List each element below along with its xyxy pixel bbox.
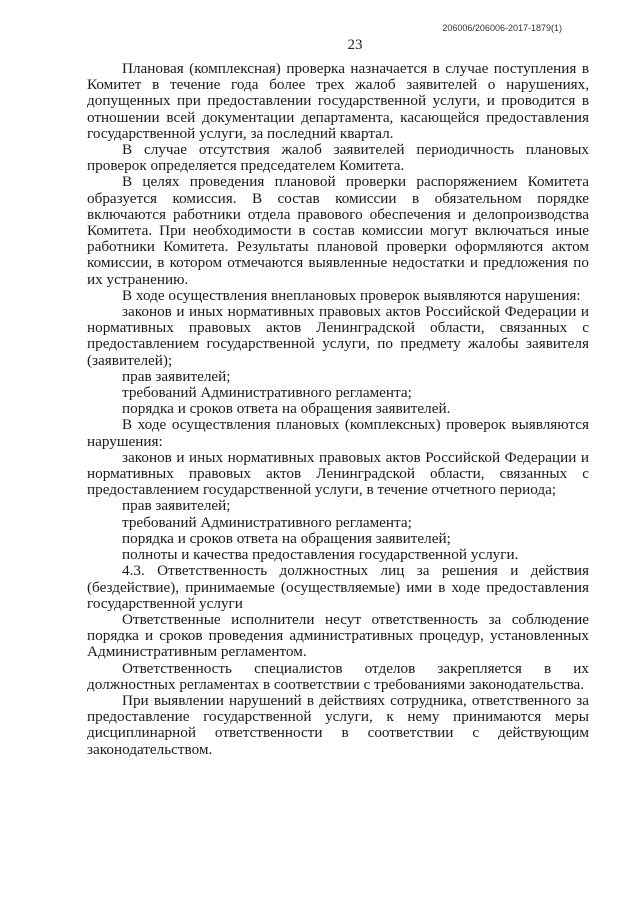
paragraph-unscheduled-heading: В ходе осуществления внеплановых проверок выявляются нарушения: [122,286,581,304]
list-item-regulation-scheduled: требований Административного регламента; [122,513,412,531]
list-item-laws-scheduled: законов и иных нормативных правовых актов Российской Федерации и нормативных правовых актов Ленинградской области, связанных с предоставлением государственной услуги, в течение отчетного периода; [87,448,589,499]
section-heading-4-3: 4.3. Ответственность должностных лиц за решения и действия (бездействие), принимаемые (осуществляемые) ими в ходе предоставления государственной услуги [87,562,589,612]
paragraph-commission: В целях проведения плановой проверки распоряжением Комитета образуется комиссия. В состав комиссии в обязательном порядке включаются работники отдела правового обеспечения и делопроизводства Комитета. При необходимости в состав комиссии могут включаться иные работники Комитета. Результаты плановой проверки оформляются актом комиссии, в котором отмечаются выявленные недостатки и предложения по их устранению. [87,173,589,288]
list-item-response-scheduled: порядка и сроков ответа на обращения заявителей; [122,529,451,547]
paragraph-specialists-responsibility: Ответственность специалистов отделов закрепляется в их должностных регламентах в соответствии с требованиями законодательства. [87,659,589,693]
page-number: 23 [347,37,363,53]
document-body [87,61,589,758]
list-item-rights-unscheduled: прав заявителей; [122,367,231,385]
list-item-quality-scheduled: полноты и качества предоставления государственной услуги. [122,546,519,564]
paragraph-scheduled-heading: В ходе осуществления плановых (комплексных) проверок выявляются нарушения: [87,416,589,450]
paragraph-no-complaints: В случае отсутствия жалоб заявителей периодичность плановых проверок определяется председателем Комитета. [87,141,589,175]
list-item-response-unscheduled: порядка и сроков ответа на обращения заявителей. [122,400,451,418]
paragraph-disciplinary-measures: При выявлении нарушений в действиях сотрудника, ответственного за предоставление государственной услуги, к нему принимаются меры дисциплинарной ответственности в соответствии с действующим законодательством. [87,691,589,758]
list-item-rights-scheduled: прав заявителей; [122,497,231,515]
list-item-regulation-unscheduled: требований Административного регламента; [122,384,412,402]
paragraph-executors-responsibility: Ответственные исполнители несут ответственность за соблюдение порядка и сроков проведения административных процедур, установленных Административным регламентом. [87,610,589,661]
list-item-laws-unscheduled: законов и иных нормативных правовых актов Российской Федерации и нормативных правовых актов Ленинградской области, связанных с предоставлением государственной услуги, по предмету жалобы заявителя (заявителей); [87,303,589,369]
paragraph-scheduled-inspection: Плановая (комплексная) проверка назначается в случае поступления в Комитет в течение года более трех жалоб заявителей о нарушениях, допущенных при предоставлении государственной услуги, и проводится в отношении всей документации департамента, касающейся предоставления государственной услуги, за последний квартал. [87,60,589,142]
document-id: 206006/206006-2017-1879(1) [442,23,562,33]
